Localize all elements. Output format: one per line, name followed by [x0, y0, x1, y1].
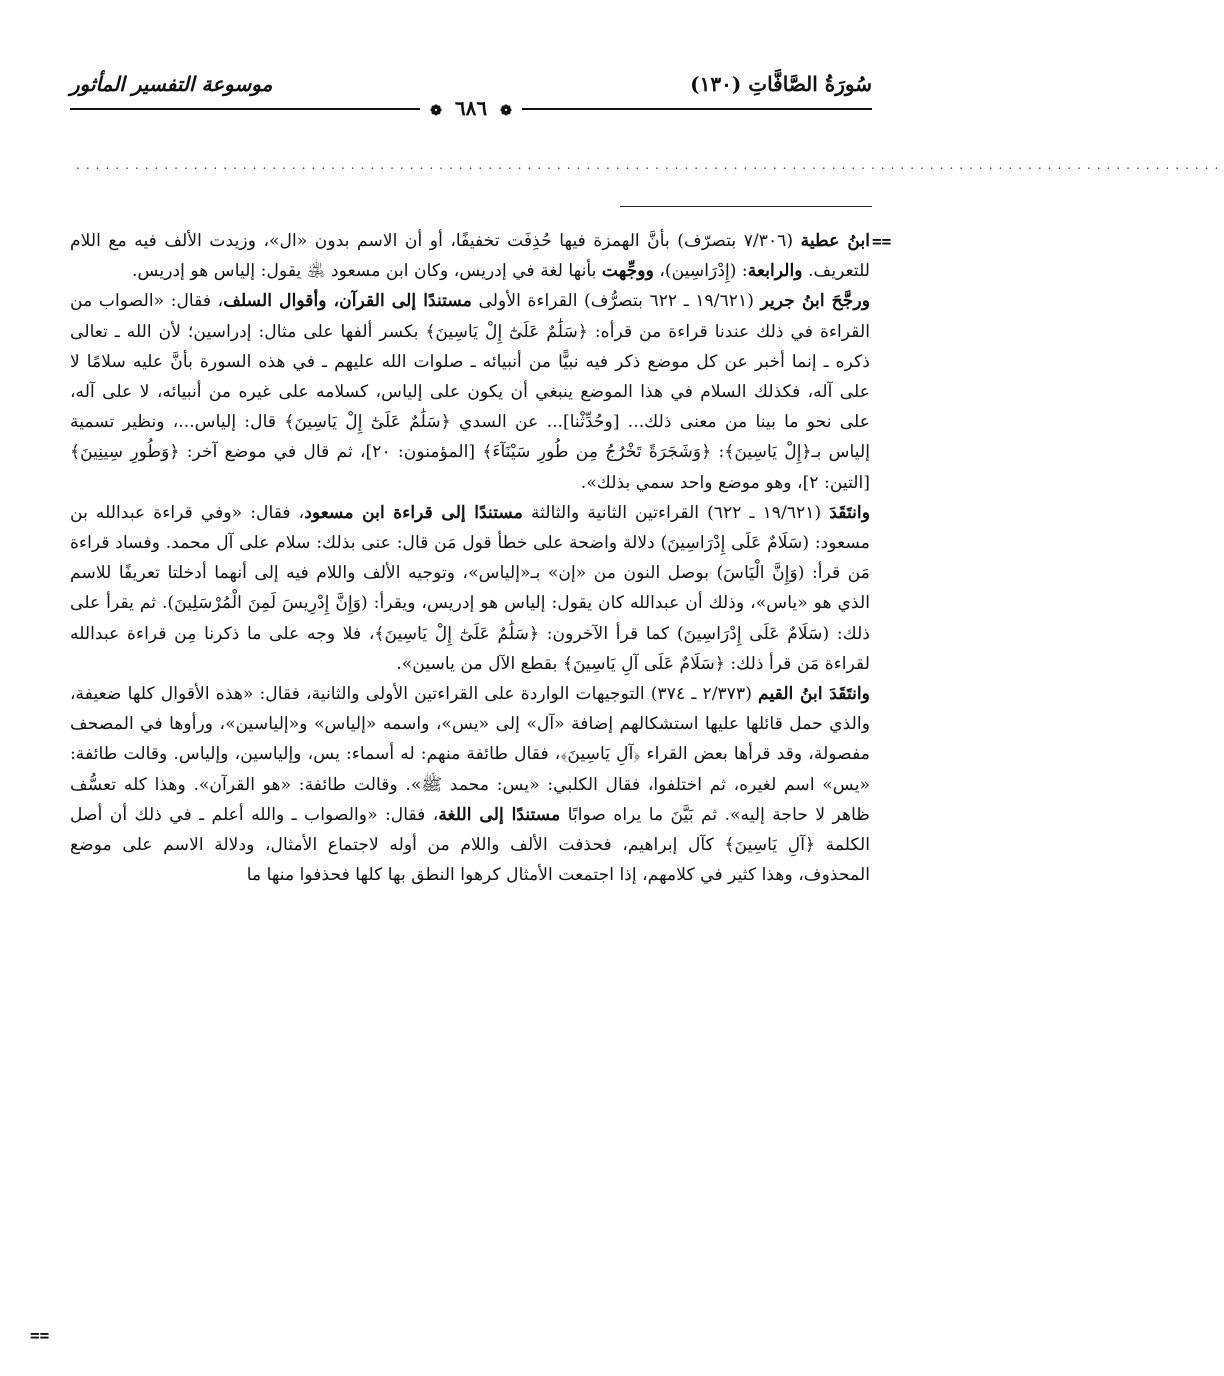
text-bold: ورجَّحَ ابنُ جرير	[760, 291, 871, 312]
text-bold: مستندًا إلى قراءة ابن مسعود	[304, 502, 523, 523]
text: بأنها لغة في إدريس، وكان ابن مسعود ﵁ يقول: إلياس هو إدريس.	[132, 261, 602, 282]
text: (٢/٣٧٣ ـ ٣٧٤) التوجيهات الواردة على القراءتين الأولى والثانية، فقال: «هذه الأقوال كلها ضعيفة، والذي حمل قائلها عليها استشكالهم إضافة «آل» إلى «يس»، واسمه «إلياس» و«إلياسين»، ورأوها في المصحف مفصولة، وقد قرأها بعض القراء ﴿آلِ يَاسِينَ﴾، فقال طائفة منهم: له أسماء: يس، وإلياسين، وإلياس. وقالت طائفة: «يس» اسم لغيره، ثم اختلفوا، فقال الكلبي: «يس: محمد ﷺ». وقالت طائفة: «هو القرآن». وهذا كله تعسُّف ظاهر لا حاجة إليه». ثم بَيَّنَ ما يراه صوابًا	[70, 684, 870, 825]
ornament-icon: ❁	[500, 103, 512, 119]
text: : (إِدْرَاسِين)،	[653, 261, 748, 282]
text-bold: وانتَقَدَ	[829, 502, 870, 523]
text: ، فقال: «وفي قراءة عبدالله بن مسعود: (سَلَامٌ عَلَى إِدْرَاسِينَ) دلالة واضحة على خطأ قول مَن قال: عنى بذلك: سلام على آل محمد. وفساد قراءة مَن قرأ: (وَإِنَّ الْيَاسَ) بوصل النون من «إن» بـ«إلياس»، وتوجيه الألف واللام فيه إلى أنهما أدخلتا تعريفًا للاسم الذي هو «ياس»، وذلك أن عبدالله كان يقول: إلياس هو إدريس، ويقرأ: (وَإِنَّ إِدْرِيسَ لَمِنَ الْمُرْسَلِينَ). ثم يقرأ على ذلك: (سَلَامٌ عَلَى إِدْرَاسِينَ) كما قرأ الآخرون: ﴿سَلَٰمٌ عَلَىٰٓ إِلْ يَاسِينَ﴾، فلا وجه على ما ذكرنا مِن قراءة عبدالله لقراءة مَن قرأ ذلك: ﴿سَلَامٌ عَلَى آلِ يَاسِينَ﴾ بقطع الآل من ياسين».	[70, 502, 870, 674]
text-bold: ابنُ عطية	[800, 231, 871, 251]
text: (١٩/٦٢١ ـ ٦٢٢) القراءتين الثانية والثالثة	[522, 502, 830, 523]
paragraph-2	[70, 286, 870, 497]
text-bold: وانتَقَدَ ابنُ القيم	[758, 684, 870, 705]
text: ، فقال: «والصواب ـ والله أعلم ـ في ذلك أن أصل الكلمة ﴿آلِ يَاسِينَ﴾ كآل إبراهيم، فحذفت الألف واللام من أوله لاجتماع الأمثال، ودلالة الاسم على موضع المحذوف، وهذا كثير في كلامهم، إذا اجتمعت الأمثال كرهوا النطق بها كلها فحذفوا منها ما	[70, 804, 870, 886]
footnote-rule	[620, 206, 872, 207]
text-bold: والرابعة	[747, 261, 803, 282]
ornament-icon: ❁	[430, 103, 442, 119]
footnote-body	[70, 226, 870, 1346]
text-bold: مستندًا إلى اللغة	[438, 804, 561, 825]
page-number-block	[70, 96, 872, 120]
text-bold: ووجِّهت	[601, 261, 654, 282]
page-number: ٦٨٦	[454, 96, 488, 120]
continuation-mark-bottom: ==	[30, 1326, 50, 1345]
paragraph-4	[70, 679, 870, 890]
page-number-row	[70, 96, 872, 120]
paragraph-1	[70, 226, 870, 286]
text: ، فقال: «الصواب من القراءة في ذلك عندنا قراءة من قرأه: ﴿سَلَٰمٌ عَلَىٰٓ إِلْ يَاسِينَ﴾ بكسر ألفها على مثال: إدراسين؛ لأن الله ـ تعالى ذكره ـ إنما أخبر عن كل موضع ذكر فيه نبيًّا من أنبيائه ـ صلوات الله عليهم ـ في هذه السورة بأنَّ عليه سلامًا لا على آله، فكذلك السلام في هذا الموضع ينبغي أن يكون على إلياس، كسلامه على غيره من أنبيائه، لا على آله، على نحو ما بينا من معنى ذلك... [وحُدِّثْنا]... عن السدي ﴿سَلَٰمٌ عَلَىٰٓ إِلْ يَاسِينَ﴾ قال: إلياس...، ونظير تسمية إلياس بـ﴿إِلْ يَاسِينَ﴾: ﴿وَشَجَرَةً تَخْرُجُ مِن طُورِ سَيْنَآءَ﴾ [المؤمنون: ٢٠]، ثم قال في موضع آخر: ﴿وَطُورِ سِينِينَ﴾ [التين: ٢]، وهو موضع واحد سمي بذلك».	[70, 291, 870, 493]
paragraph-3	[70, 498, 870, 679]
text: (٧/٣٠٦ بتصرّف) بأنَّ الهمزة فيها حُذِفَت تخفيفًا، أو أن الاسم بدون «ال»، وزيدت الألف فيه مع اللام للتعريف.	[70, 231, 870, 282]
surah-title: سُورَةُ الصَّافَّاتِ (١٣٠)	[690, 72, 872, 96]
book-title: موسوعة التفسير المأثور	[70, 72, 273, 96]
continuation-mark-top: ==	[872, 232, 892, 251]
dotted-separator: .....................................................................................................................	[76, 158, 1224, 172]
text: (١٩/٦٢١ ـ ٦٢٢ بتصرُّف) القراءة الأولى	[471, 291, 761, 312]
text-bold: مستندًا إلى القرآن، وأقوال السلف	[223, 291, 472, 312]
